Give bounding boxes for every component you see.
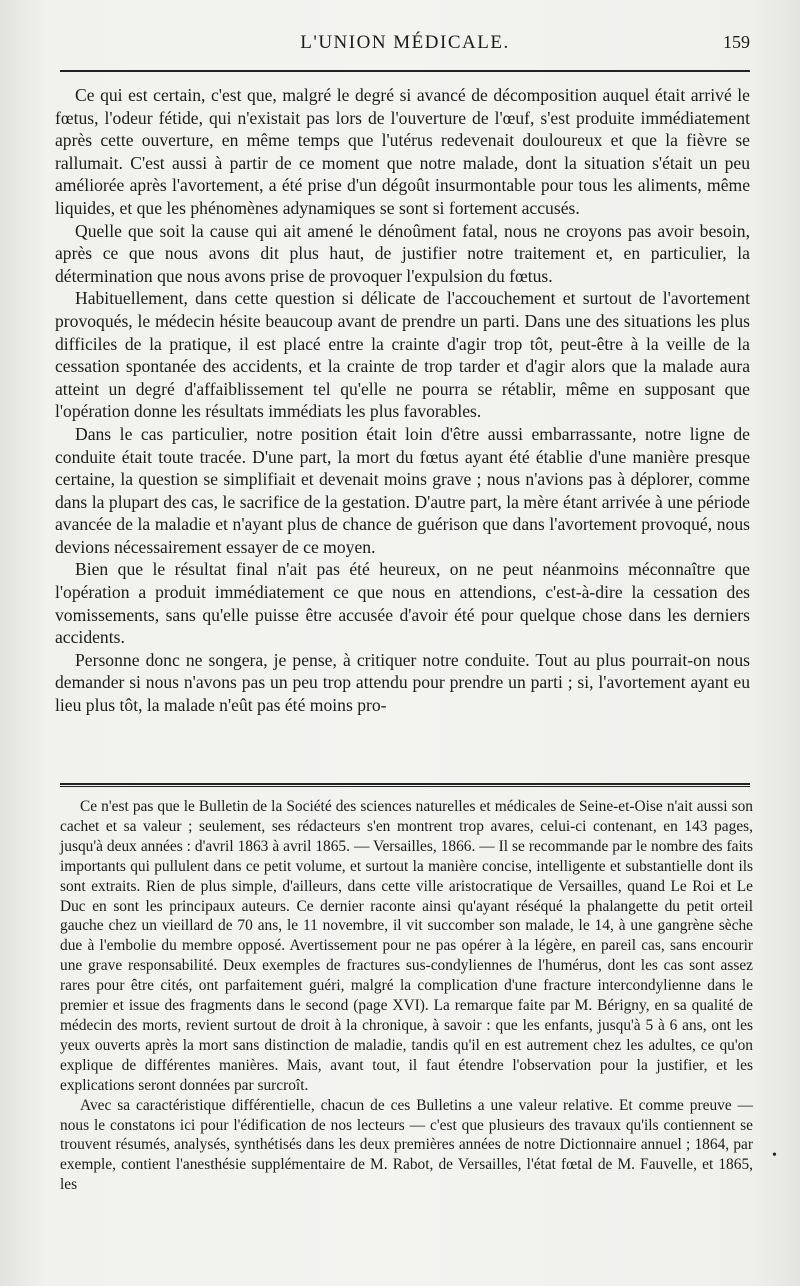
review-paragraph: Avec sa caractéristique différentielle, chacun de ces Bulletins a une valeur relative. Et comme preuve — nous le constatons ici pour l'édification de nos lecteurs — c'est que plusieurs des travaux qu'ils contiennent se trouvent résumés, analysés, synthétisés dans les deux premières années de notre Dictionnaire annuel ; 1864, par exemple, contient l'anesthésie supplémentaire de M. Rabot, de Versailles, l'état fœtal de M. Fauvelle, et 1865, les	[60, 1096, 753, 1194]
page-number: 159	[723, 32, 750, 52]
paragraph: Dans le cas particulier, notre position était loin d'être aussi embarrassante, notre ligne de conduite était toute tracée. D'une part, la mort du fœtus ayant été établie d'une manière presque certaine, la question se simplifiait et devenait moins grave ; nous n'avions pas à déplorer, comme dans la plupart des cas, le sacrifice de la gestation. D'autre part, la mère étant arrivée à une période avancée de la maladie et n'ayant plus de chance de guérison que dans l'avortement provoqué, nous devions nécessairement essayer de ce moyen.	[55, 423, 750, 557]
header-rule	[60, 70, 750, 72]
section-separator-rule	[60, 783, 750, 787]
running-title: L'UNION MÉDICALE.	[300, 32, 510, 53]
paragraph: Habituellement, dans cette question si délicate de l'accouchement et surtout de l'avortement provoqués, le médecin hésite beaucoup avant de prendre un parti. Dans une des situations les plus difficiles de la pratique, il est placé entre la crainte d'agir trop tôt, peut-être à la veille de la cessation spontanée des accidents, et la crainte de trop tarder et d'agir alors que la malade aura atteint un degré d'affaiblissement tel qu'elle ne pourra se rétablir, même en supposant que l'opération donne les résultats immédiats les plus favorables.	[55, 288, 750, 422]
paragraph: Quelle que soit la cause qui ait amené le dénoûment fatal, nous ne croyons pas avoir besoin, après ce que nous avons dit plus haut, de justifier notre traitement et, en particulier, la détermination que nous avons prise de provoquer l'expulsion du fœtus.	[55, 220, 750, 286]
paragraph: Ce qui est certain, c'est que, malgré le degré si avancé de décomposition auquel était arrivé le fœtus, l'odeur fétide, qui n'existait pas lors de l'ouverture de l'œuf, s'est produite immédiatement après cette ouverture, en même temps que l'utérus redevenait douloureux et que la fièvre se rallumait. C'est aussi à partir de ce moment que notre malade, dont la situation s'était un peu améliorée après l'avortement, a été prise d'un dégoût insurmontable pour tous les aliments, même liquides, et que les phénomènes adynamiques se sont si fortement accusés.	[55, 85, 750, 218]
paragraph: Personne donc ne songera, je pense, à critiquer notre conduite. Tout au plus pourrait-on nous demander si nous n'avons pas un peu trop attendu pour prendre un parti ; si, l'avortement ayant eu lieu plus tôt, la malade n'eût pas été moins pro-	[55, 649, 750, 716]
main-text	[55, 84, 750, 717]
page-header	[60, 32, 750, 60]
paragraph: Bien que le résultat final n'ait pas été heureux, on ne peut néanmoins méconnaître que l'opération a produit immédiatement ce que nous en attendions, c'est-à-dire la cessation des vomissements, sans qu'elle puisse être accusée d'avoir été pour quelque chose dans les derniers accidents.	[55, 559, 750, 648]
review-paragraph: Ce n'est pas que le Bulletin de la Société des sciences naturelles et médicales de Seine-et-Oise n'ait aussi son cachet et sa valeur ; seulement, ses rédacteurs s'en montrent trop avares, celui-ci contenant, en 143 pages, jusqu'à deux années : d'avril 1863 à avril 1865. — Versailles, 1866. — Il se recommande par le nombre des faits importants qui pullulent dans ce petit volume, et surtout la manière concise, intelligente et substantielle dont ils sont extraits. Rien de plus simple, d'ailleurs, dans cette ville aristocratique de Versailles, quand Le Roi et Le Duc en sont les principaux auteurs. Ce dernier raconte ainsi qu'ayant réséqué la phalangette du petit orteil gauche chez un vieillard de 70 ans, le 11 novembre, il vit succomber son malade, le 14, à une gangrène sèche due à l'embolie du membre opposé. Avertissement pour ne pas opérer à la légère, en pareil cas, sans encourir une grave responsabilité. Deux exemples de fractures sus-condyliennes de l'humérus, dont les cas sont assez rares pour être cités, ont parfaitement guéri, malgré la complication d'une fracture intercondylienne dans le premier et issue des fragments dans le second (page XVI). La remarque faite par M. Bérigny, en sa qualité de médecin des morts, revient surtout de droit à la chronique, à savoir : que les enfants, jusqu'à 5 à 6 ans, ont les yeux ouverts après la mort sans distinction de maladie, tandis qu'il en est autrement chez les adultes, ce qu'on explique de différentes manières. Mais, avant tout, il faut étendre l'observation pour la justifier, et les explications seront données par surcroît.	[60, 798, 753, 1094]
margin-mark: •	[772, 1148, 777, 1163]
review-text	[60, 797, 753, 1195]
